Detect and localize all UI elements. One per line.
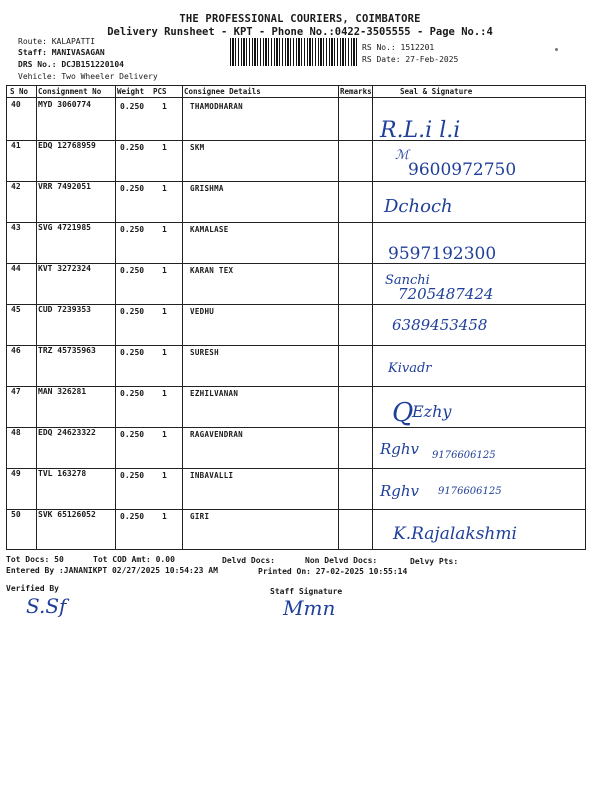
row-pcs: 1 bbox=[162, 266, 167, 275]
row-consignee: KAMALASE bbox=[190, 225, 229, 234]
row-consignment-no: SVG 4721985 bbox=[38, 223, 91, 232]
row-weight: 0.250 bbox=[120, 184, 145, 193]
row-weight: 0.250 bbox=[120, 102, 145, 111]
row-consignee: SKM bbox=[190, 143, 205, 152]
row-pcs: 1 bbox=[162, 471, 167, 480]
col-divider bbox=[182, 85, 183, 550]
handwritten-signature: R.L.i l.i bbox=[380, 118, 461, 143]
handwritten-scribble: Sanchi bbox=[385, 273, 430, 288]
header-row-divider bbox=[6, 97, 586, 98]
row-consignee: VEDHU bbox=[190, 307, 215, 316]
staff-signature-label: Staff Signature bbox=[270, 587, 343, 596]
row-sno: 40 bbox=[11, 100, 21, 109]
handwritten-signature: K.Rajalakshmi bbox=[393, 524, 517, 544]
row-consignment-no: MAN 326281 bbox=[38, 387, 87, 396]
row-consignee: KARAN TEX bbox=[190, 266, 234, 275]
row-pcs: 1 bbox=[162, 102, 167, 111]
handwritten-scribble: ℳ bbox=[395, 148, 409, 163]
row-pcs: 1 bbox=[162, 430, 167, 439]
non-delivered-docs: Non Delvd Docs: bbox=[305, 556, 378, 565]
printed-on: Printed On: 27-02-2025 10:55:14 bbox=[258, 567, 408, 576]
row-consignee: GRISHMA bbox=[190, 184, 224, 193]
row-pcs: 1 bbox=[162, 348, 167, 357]
row-sno: 48 bbox=[11, 428, 21, 437]
row-consignment-no: VRR 7492051 bbox=[38, 182, 91, 191]
row-consignee: INBAVALLI bbox=[190, 471, 234, 480]
row-sno: 43 bbox=[11, 223, 21, 232]
handwritten-phone: 9597192300 bbox=[388, 244, 497, 264]
handwritten-phone: 6389453458 bbox=[392, 316, 488, 334]
row-divider bbox=[6, 468, 586, 469]
row-sno: 49 bbox=[11, 469, 21, 478]
row-pcs: 1 bbox=[162, 512, 167, 521]
row-consignment-no: SVK 65126052 bbox=[38, 510, 96, 519]
handwritten-scribble: Rghv bbox=[380, 482, 420, 500]
row-sno: 45 bbox=[11, 305, 21, 314]
col-header-pcs: PCS bbox=[153, 87, 167, 96]
row-pcs: 1 bbox=[162, 307, 167, 316]
runsheet-subtitle: Delivery Runsheet - KPT - Phone No.:0422-3505555 - Page No.:4 bbox=[107, 26, 493, 38]
row-consignment-no: TRZ 45735963 bbox=[38, 346, 96, 355]
entered-by: Entered By :JANANIKPT 02/27/2025 10:54:23 AM bbox=[6, 566, 218, 575]
row-divider bbox=[6, 222, 586, 223]
col-header-sno: S No bbox=[10, 87, 29, 96]
row-sno: 41 bbox=[11, 141, 21, 150]
row-sno: 44 bbox=[11, 264, 21, 273]
row-divider bbox=[6, 181, 586, 182]
row-consignment-no: CUD 7239353 bbox=[38, 305, 91, 314]
row-weight: 0.250 bbox=[120, 389, 145, 398]
handwritten-signature: Dchoch bbox=[384, 196, 453, 217]
col-divider bbox=[115, 85, 116, 550]
row-sno: 42 bbox=[11, 182, 21, 191]
handwritten-phone: 9176606125 bbox=[438, 486, 502, 497]
col-header-seal-signature: Seal & Signature bbox=[400, 87, 473, 96]
handwritten-signature: Kivadr bbox=[388, 361, 432, 376]
row-consignment-no: TVL 163278 bbox=[38, 469, 87, 478]
row-weight: 0.250 bbox=[120, 266, 145, 275]
row-divider bbox=[6, 263, 586, 264]
col-divider bbox=[372, 85, 373, 550]
row-sno: 46 bbox=[11, 346, 21, 355]
row-pcs: 1 bbox=[162, 184, 167, 193]
col-divider bbox=[36, 85, 37, 550]
col-header-consignee: Consignee Details bbox=[184, 87, 261, 96]
col-header-weight: Weight bbox=[117, 87, 145, 96]
col-header-consignment: Consignment No bbox=[38, 87, 102, 96]
row-pcs: 1 bbox=[162, 225, 167, 234]
row-pcs: 1 bbox=[162, 143, 167, 152]
handwritten-signature: Ezhy bbox=[412, 402, 452, 421]
col-divider bbox=[338, 85, 339, 550]
row-weight: 0.250 bbox=[120, 225, 145, 234]
rs-number: RS No.: 1512201 bbox=[362, 43, 435, 52]
barcode bbox=[230, 38, 357, 66]
row-weight: 0.250 bbox=[120, 471, 145, 480]
route-label: Route: KALAPATTI bbox=[18, 37, 96, 46]
rs-date: RS Date: 27-Feb-2025 bbox=[362, 55, 459, 64]
row-weight: 0.250 bbox=[120, 143, 145, 152]
row-weight: 0.250 bbox=[120, 307, 145, 316]
row-sno: 47 bbox=[11, 387, 21, 396]
vehicle-label: Vehicle: Two Wheeler Delivery bbox=[18, 72, 158, 81]
company-title: THE PROFESSIONAL COURIERS, COIMBATORE bbox=[179, 13, 421, 25]
row-consignee: EZHILVANAN bbox=[190, 389, 239, 398]
row-pcs: 1 bbox=[162, 389, 167, 398]
handwritten-initial: Q bbox=[392, 398, 414, 428]
delivered-docs: Delvd Docs: bbox=[222, 556, 275, 565]
staff-label: Staff: MANIVASAGAN bbox=[18, 48, 105, 57]
delivery-points: Delvy Pts: bbox=[410, 557, 459, 566]
row-weight: 0.250 bbox=[120, 512, 145, 521]
row-sno: 50 bbox=[11, 510, 21, 519]
row-consignee: GIRI bbox=[190, 512, 210, 521]
col-header-remarks: Remarks bbox=[340, 87, 372, 96]
row-consignment-no: EDQ 12768959 bbox=[38, 141, 96, 150]
row-consignment-no: MYD 3060774 bbox=[38, 100, 91, 109]
scan-speck bbox=[555, 48, 558, 51]
verified-by-label: Verified By bbox=[6, 584, 59, 593]
row-consignee: SURESH bbox=[190, 348, 219, 357]
handwritten-phone: 7205487424 bbox=[398, 285, 494, 303]
row-weight: 0.250 bbox=[120, 348, 145, 357]
row-consignee: RAGAVENDRAN bbox=[190, 430, 243, 439]
row-consignment-no: KVT 3272324 bbox=[38, 264, 91, 273]
row-divider bbox=[6, 304, 586, 305]
total-docs: Tot Docs: 50 bbox=[6, 555, 64, 564]
handwritten-scribble: Rghv bbox=[380, 440, 420, 458]
row-weight: 0.250 bbox=[120, 430, 145, 439]
staff-signature: Mmn bbox=[283, 596, 336, 620]
row-consignee: THAMODHARAN bbox=[190, 102, 243, 111]
verified-by-signature: S.Sf bbox=[26, 594, 67, 618]
handwritten-phone: 9176606125 bbox=[432, 450, 496, 461]
drs-number: DRS No.: DCJB151220104 bbox=[18, 60, 124, 69]
total-cod-amount: Tot COD Amt: 0.00 bbox=[93, 555, 175, 564]
row-consignment-no: EDQ 24623322 bbox=[38, 428, 96, 437]
handwritten-phone: 9600972750 bbox=[408, 160, 517, 180]
row-divider bbox=[6, 386, 586, 387]
runsheet-table bbox=[6, 85, 586, 550]
